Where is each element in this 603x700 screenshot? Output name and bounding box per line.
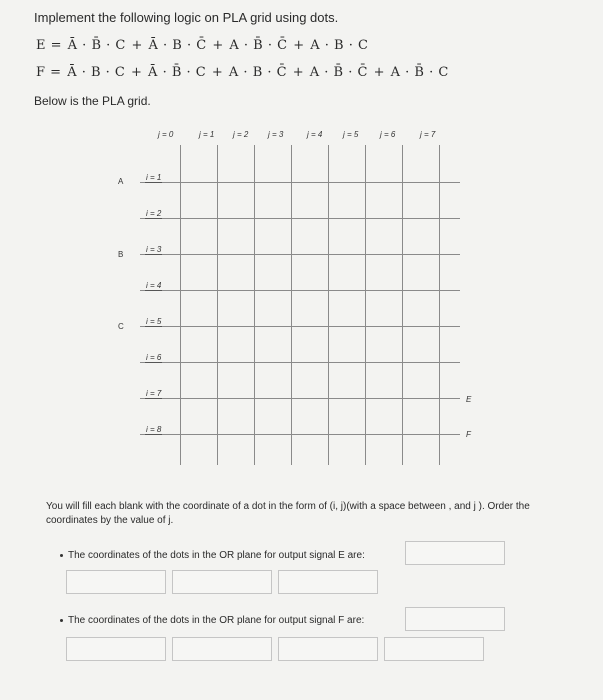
row-label: i = 5	[146, 317, 162, 326]
answer-f-3[interactable]	[172, 637, 272, 661]
row-label: i = 2	[146, 209, 162, 218]
row-label: i = 3	[146, 245, 162, 254]
row-label: i = 4	[146, 281, 162, 290]
plus-sign: +	[207, 65, 228, 80]
grid-row-line	[140, 362, 460, 363]
row-label: i = 8	[146, 425, 162, 434]
grid-row-line	[140, 434, 460, 435]
column-label: j = 5	[343, 130, 359, 139]
row-label: i = 7	[146, 389, 162, 398]
plus-sign: +	[126, 38, 148, 53]
product-term: Ā · B̄ · C	[148, 65, 207, 80]
row-label: i = 6	[146, 353, 162, 362]
product-term: A · B̄ · C̄	[309, 65, 368, 80]
product-term: A · B · C̄	[228, 65, 288, 80]
column-label: j = 6	[380, 130, 396, 139]
grid-column-line	[365, 145, 366, 465]
column-label: j = 3	[268, 130, 284, 139]
plus-sign: +	[126, 65, 148, 80]
plus-sign: +	[207, 38, 229, 53]
grid-column-line	[291, 145, 292, 465]
equation-lhs: F =	[36, 65, 67, 80]
grid-column-line	[180, 145, 181, 465]
column-label: j = 1	[199, 130, 215, 139]
equation-f	[36, 65, 450, 80]
answer-e-2[interactable]	[66, 570, 166, 594]
equation-lhs: E =	[36, 38, 67, 53]
product-term: A · B̄ · C	[390, 65, 449, 80]
grid-column-line	[254, 145, 255, 465]
grid-row-line	[140, 326, 460, 327]
question-f-text: The coordinates of the dots in the OR plane for output signal F are:	[68, 615, 365, 626]
grid-row-line	[140, 182, 460, 183]
answer-f-2[interactable]	[66, 637, 166, 661]
plus-sign: +	[368, 65, 390, 80]
grid-row-line	[140, 218, 460, 219]
output-label-f: F	[466, 430, 471, 439]
grid-column-line	[439, 145, 440, 465]
answer-f-5[interactable]	[384, 637, 484, 661]
question-f	[60, 615, 364, 626]
product-term: Ā · B · C	[67, 65, 126, 80]
product-term: A · B · C	[310, 38, 369, 53]
instruction-text: Implement the following logic on PLA grid using dots.	[34, 10, 339, 25]
bullet-icon	[60, 554, 63, 557]
answer-f-1[interactable]	[405, 607, 505, 631]
grid-column-line	[402, 145, 403, 465]
column-label: j = 4	[307, 130, 323, 139]
equation-e	[36, 38, 369, 53]
answer-e-1[interactable]	[405, 541, 505, 565]
input-label-c: C	[118, 322, 124, 331]
bullet-icon	[60, 619, 63, 622]
grid-row-line	[140, 254, 460, 255]
plus-sign: +	[288, 65, 309, 80]
grid-row-line	[140, 290, 460, 291]
question-e-text: The coordinates of the dots in the OR plane for output signal E are:	[68, 550, 365, 561]
column-label: j = 2	[233, 130, 249, 139]
grid-row-line	[140, 398, 460, 399]
grid-column-line	[328, 145, 329, 465]
product-term: Ā · B̄ · C	[67, 38, 126, 53]
product-term: Ā · B · C̄	[148, 38, 207, 53]
grid-caption: Below is the PLA grid.	[34, 94, 151, 108]
grid-column-line	[217, 145, 218, 465]
input-label-b: B	[118, 250, 124, 259]
column-label: j = 7	[420, 130, 436, 139]
row-label: i = 1	[146, 173, 162, 182]
plus-sign: +	[288, 38, 310, 53]
answer-e-4[interactable]	[278, 570, 378, 594]
input-label-a: A	[118, 177, 124, 186]
answer-f-4[interactable]	[278, 637, 378, 661]
answer-e-3[interactable]	[172, 570, 272, 594]
output-label-e: E	[466, 395, 472, 404]
product-term: A · B̄ · C̄	[229, 38, 288, 53]
column-label: j = 0	[158, 130, 174, 139]
question-e	[60, 550, 365, 561]
instructions-note: You will fill each blank with the coordinate of a dot in the form of (i, j)(with a space between , and j ). Order the coordinates by the value of j.	[46, 501, 530, 526]
